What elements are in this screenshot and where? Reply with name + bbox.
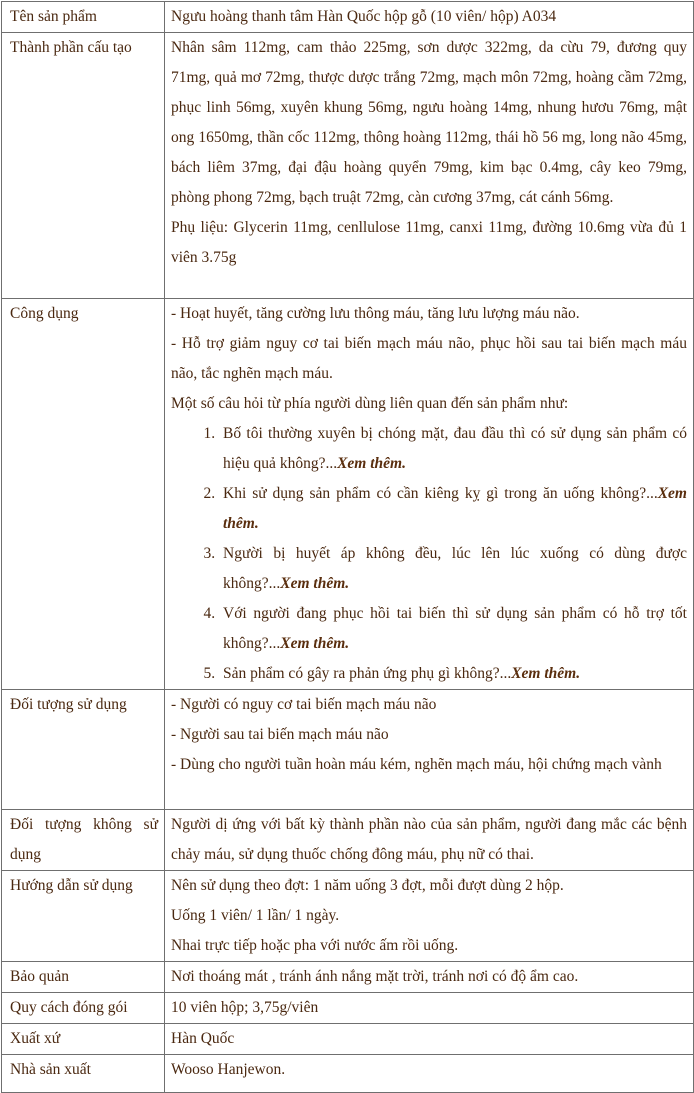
faq-question: Khi sử dụng sản phẩm có cần kiêng kỵ gì trong ăn uống không?... bbox=[223, 485, 658, 502]
usage-line: Nên sử dụng theo đợt: 1 năm uống 3 đợt, mỗi đượt dùng 2 hộp. bbox=[171, 877, 564, 894]
faq-question: Người bị huyết áp không đều, lúc lên lúc xuống có dùng được không?... bbox=[223, 545, 687, 592]
faq-item bbox=[219, 419, 687, 479]
row-target-users bbox=[2, 690, 694, 810]
product-spec-table bbox=[1, 1, 694, 1093]
manufacturer-value: Wooso Hanjewon. bbox=[165, 1055, 694, 1093]
row-label: Đối tượng sử dụng bbox=[2, 690, 165, 810]
usage-cell bbox=[165, 871, 694, 962]
see-more-link[interactable]: Xem thêm. bbox=[337, 455, 406, 472]
row-label: Hướng dẫn sử dụng bbox=[2, 871, 165, 962]
faq-item bbox=[219, 539, 687, 599]
row-label: Tên sản phẩm bbox=[2, 2, 165, 33]
faq-item bbox=[219, 479, 687, 539]
faq-item bbox=[219, 599, 687, 659]
uses-line: - Hoạt huyết, tăng cường lưu thông máu, tăng lưu lượng máu não. bbox=[171, 305, 580, 322]
faq-item bbox=[219, 659, 687, 689]
usage-line: Nhai trực tiếp hoặc pha với nước ấm rồi uống. bbox=[171, 937, 459, 954]
usage-line: Uống 1 viên/ 1 lần/ 1 ngày. bbox=[171, 907, 340, 924]
see-more-link[interactable]: Xem thêm. bbox=[223, 485, 687, 532]
row-label: Quy cách đóng gói bbox=[2, 993, 165, 1024]
row-storage bbox=[2, 962, 694, 993]
row-origin bbox=[2, 1024, 694, 1055]
target-line: - Dùng cho người tuần hoàn máu kém, nghẽn mạch máu, hội chứng mạch vành bbox=[171, 756, 662, 773]
product-name-value: Ngưu hoàng thanh tâm Hàn Quốc hộp gỗ (10 viên/ hộp) A034 bbox=[165, 2, 694, 33]
storage-value: Nơi thoáng mát , tránh ánh nắng mặt trời, tránh nơi có độ ẩm cao. bbox=[165, 962, 694, 993]
target-line: - Người có nguy cơ tai biến mạch máu não bbox=[171, 696, 437, 713]
origin-value: Hàn Quốc bbox=[165, 1024, 694, 1055]
row-packing bbox=[2, 993, 694, 1024]
row-uses bbox=[2, 299, 694, 690]
uses-cell bbox=[165, 299, 694, 690]
packing-value: 10 viên hộp; 3,75g/viên bbox=[165, 993, 694, 1024]
row-label: Nhà sản xuất bbox=[2, 1055, 165, 1093]
faq-question: Bố tôi thường xuyên bị chóng mặt, đau đầu thì có sử dụng sản phẩm có hiệu quả không?... bbox=[223, 425, 687, 472]
row-usage bbox=[2, 871, 694, 962]
row-label: Thành phần cấu tạo bbox=[2, 33, 165, 299]
row-ingredients bbox=[2, 33, 694, 299]
ingredients-main: Nhân sâm 112mg, cam thảo 225mg, sơn dược 322mg, da cừu 79, đương quy 71mg, quả mơ 72mg, thược dược trắng 72mg, mạch môn 72mg, hoàng cầm 72mg, phục linh 56mg, xuyên khung 56mg, ngưu hoàng 14mg, nhung hươu 76mg, mật ong 1650mg, thần cốc 112mg, thông hoàng 112mg, thái hồ 56 mg, long não 45mg, bách liêm 37mg, đại đậu hoàng quyển 79mg, kim bạc 0.4mg, cây keo 79mg, phòng phong 72mg, bạch truật 72mg, càn cương 37mg, cát cánh 56mg. bbox=[171, 39, 687, 206]
uses-line: Một số câu hỏi từ phía người dùng liên quan đến sản phẩm như: bbox=[171, 395, 569, 412]
faq-question: Sản phẩm có gây ra phản ứng phụ gì không?... bbox=[223, 665, 512, 682]
see-more-link[interactable]: Xem thêm. bbox=[280, 635, 350, 652]
row-label: Bảo quản bbox=[2, 962, 165, 993]
row-label: Xuất xứ bbox=[2, 1024, 165, 1055]
see-more-link[interactable]: Xem thêm. bbox=[511, 665, 581, 682]
ingredients-excipients: Phụ liệu: Glycerin 11mg, cenllulose 11mg, canxi 11mg, đường 10.6mg vừa đủ 1 viên 3.75g bbox=[171, 219, 687, 266]
not-for-value bbox=[165, 810, 694, 871]
see-more-link[interactable]: Xem thêm. bbox=[280, 575, 350, 592]
faq-list bbox=[171, 419, 687, 689]
row-not-for bbox=[2, 810, 694, 871]
target-line: - Người sau tai biến mạch máu não bbox=[171, 726, 389, 743]
row-label: Đối tượng không sử dụng bbox=[2, 810, 165, 871]
row-product-name bbox=[2, 2, 694, 33]
uses-line: - Hỗ trợ giảm nguy cơ tai biến mạch máu não, phục hồi sau tai biến mạch máu não, tắc nghẽn mạch máu. bbox=[171, 335, 687, 382]
not-for-text: Người dị ứng với bất kỳ thành phần nào của sản phẩm, người đang mắc các bệnh chảy máu, sử dụng thuốc chống đông máu, phụ nữ có thai. bbox=[171, 816, 687, 863]
target-users-cell bbox=[165, 690, 694, 810]
ingredients-cell bbox=[165, 33, 694, 299]
faq-question: Với người đang phục hồi tai biến thì sử dụng sản phẩm có hỗ trợ tốt không?... bbox=[223, 605, 687, 652]
row-label: Công dụng bbox=[2, 299, 165, 690]
